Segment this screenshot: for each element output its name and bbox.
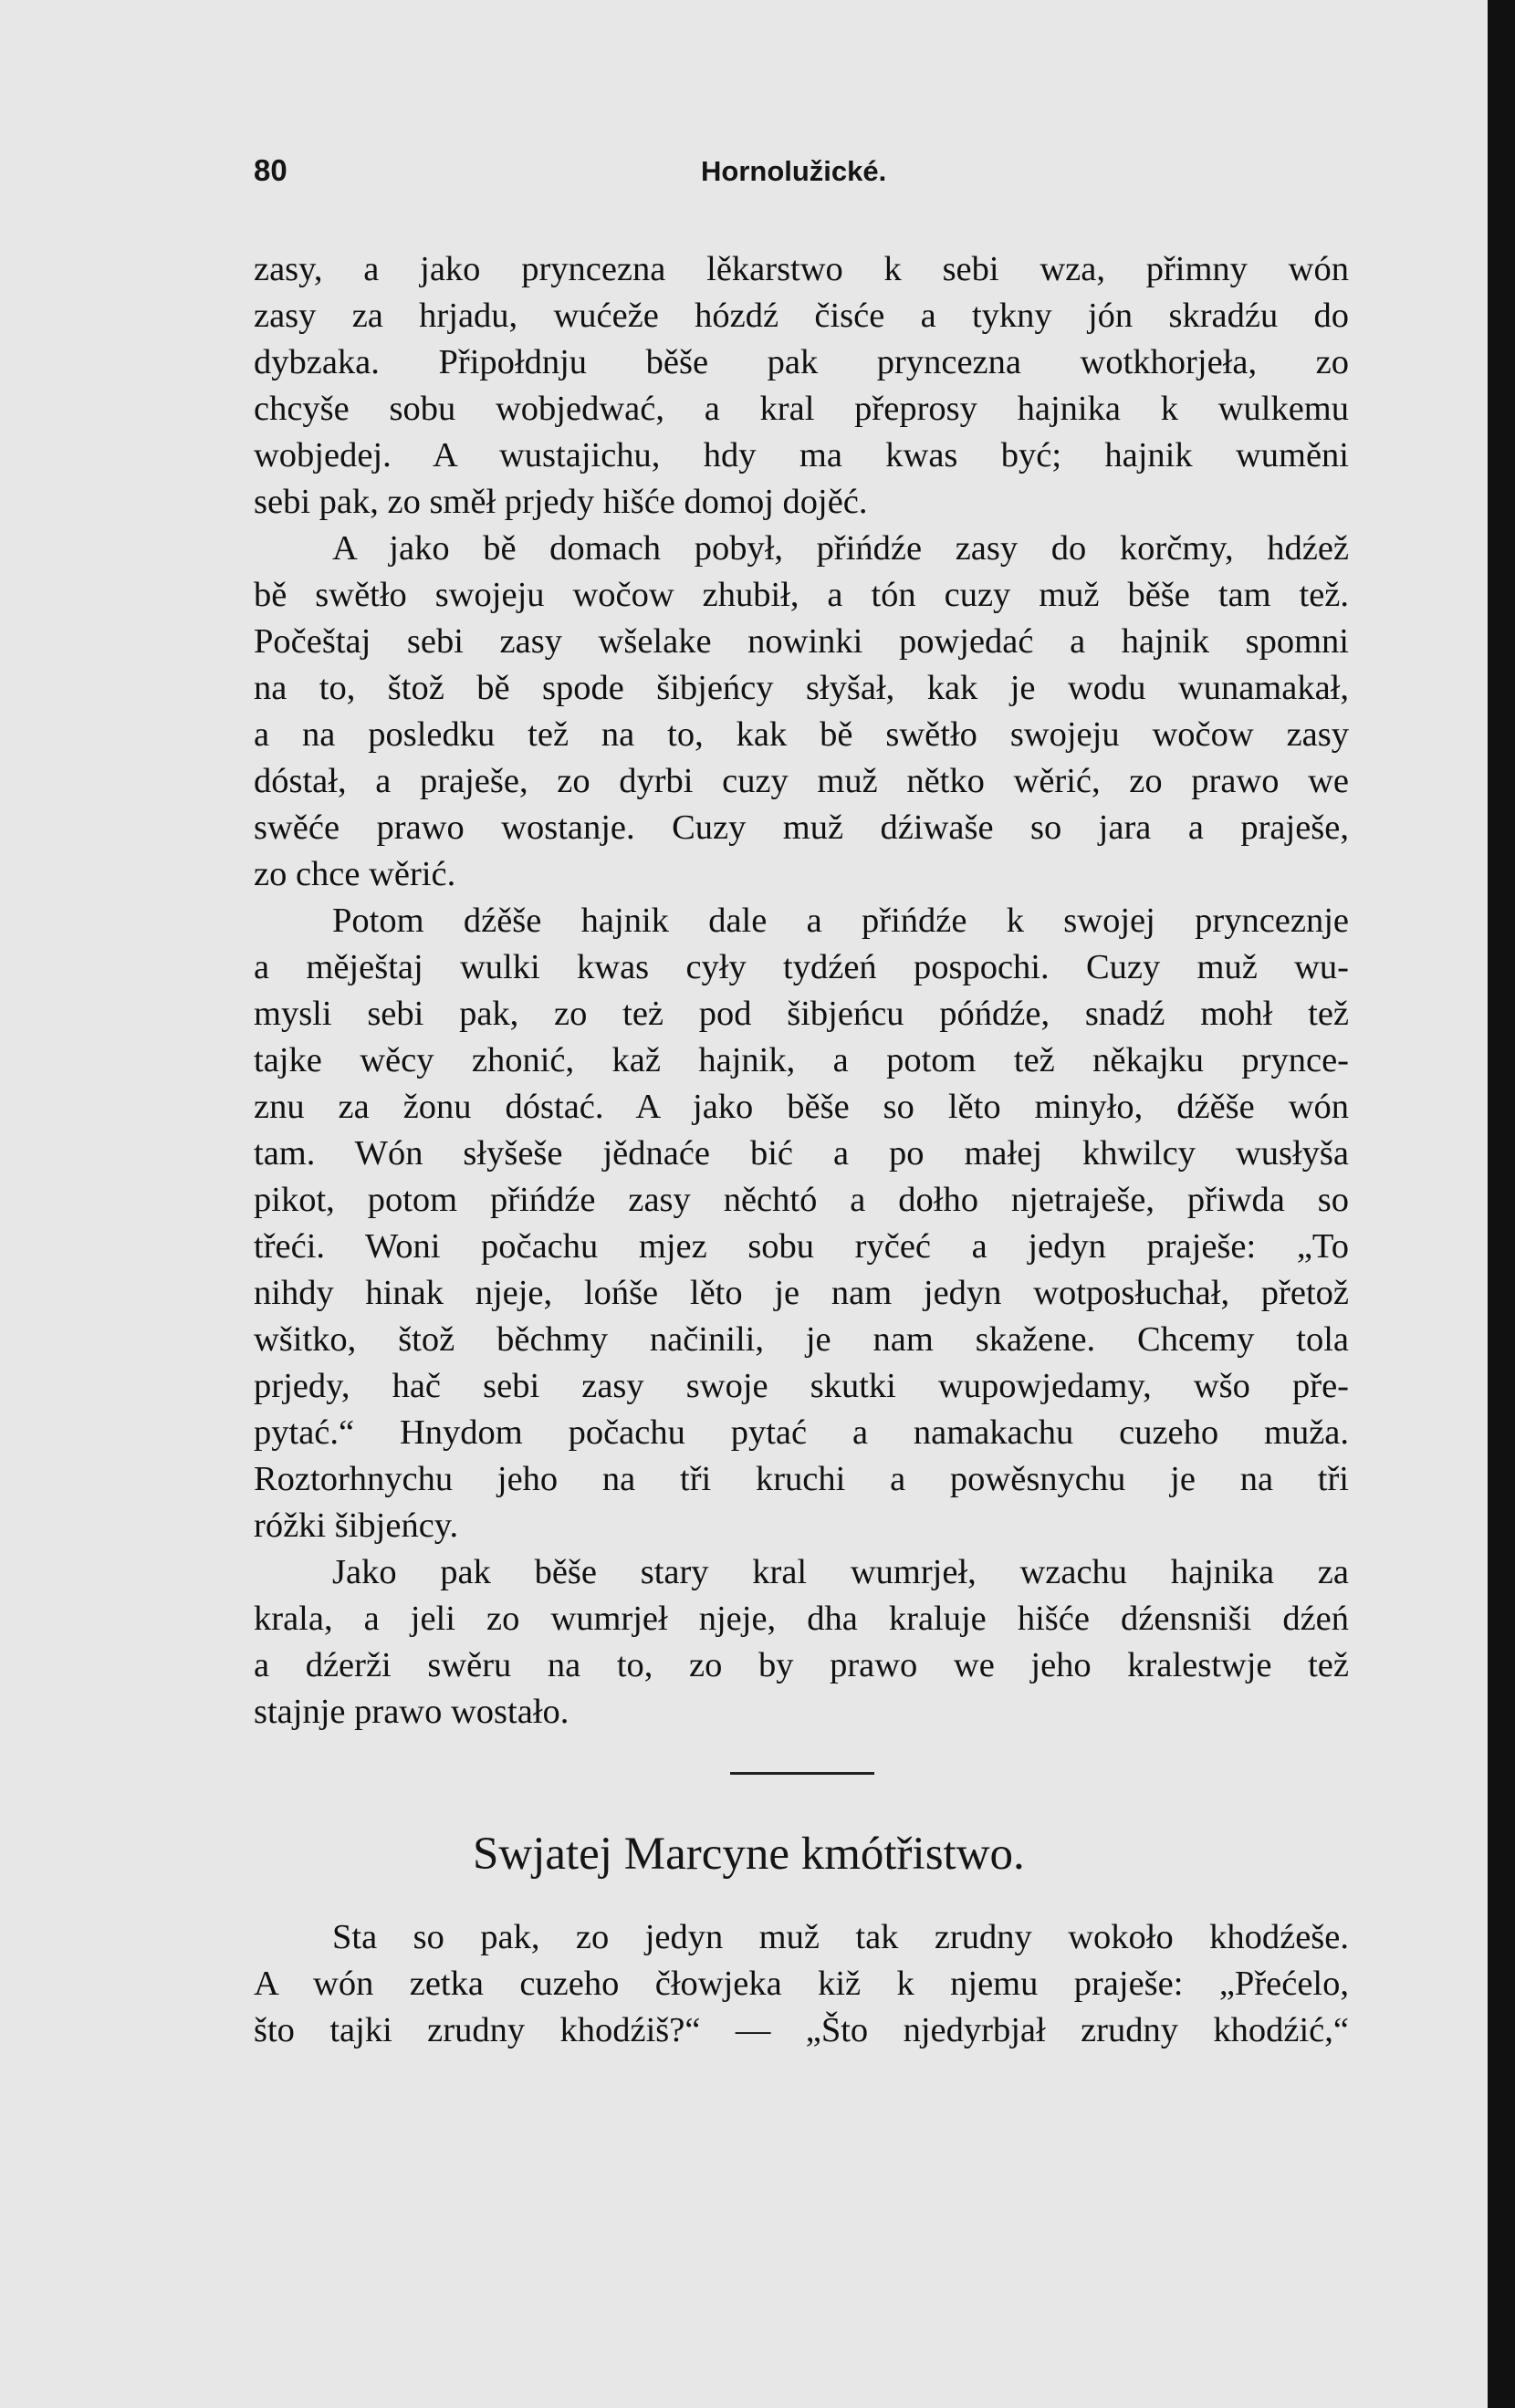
text-line: krala, a jeli zo wumrjeł njeje, dha kraluje hišće dźensniši dźeń	[254, 1600, 1349, 1638]
text-line: dóstał, a praješe, zo dyrbi cuzy muž nětko wěrić, zo prawo we	[254, 762, 1349, 800]
text-line: chcyše sobu wobjedwać, a kral přeprosy hajnika k wulkemu	[254, 390, 1349, 428]
page-edge-shadow	[1488, 0, 1515, 2408]
text-line: prjedy, hač sebi zasy swoje skutki wupowjedamy, wšo pře-	[254, 1367, 1349, 1405]
section-text	[254, 1914, 1349, 2054]
text-line: znu za žonu dóstać. A jako běše so lěto minyło, dźěše wón	[254, 1088, 1349, 1126]
text-line: A wón zetka cuzeho čłowjeka kiž k njemu praješe: „Přećelo,	[254, 1965, 1349, 2003]
text-line: Roztorhnychu jeho na tři kruchi a powěsnychu je na tři	[254, 1460, 1349, 1498]
text-line: dybzaka. Připołdnju běše pak pryncezna wotkhorjeła, zo	[254, 343, 1349, 381]
page-number: 80	[254, 153, 287, 187]
text-line: stajnje prawo wostało.	[254, 1693, 569, 1731]
text-line: Jako pak běše stary kral wumrjeł, wzachu hajnika za	[332, 1553, 1349, 1591]
text-line: A jako bě domach pobył, přińdźe zasy do korčmy, hdźež	[332, 529, 1349, 568]
section-title: Swjatej Marcyne kmótřistwo.	[473, 1829, 1025, 1880]
text-line: a na posledku tež na to, kak bě swětło swojeju wočow zasy	[254, 715, 1349, 754]
text-line: a měještaj wulki kwas cyły tydźeń pospochi. Cuzy muž wu-	[254, 948, 1349, 986]
text-line: tajke wěcy zhonić, kaž hajnik, a potom tež někajku prynce-	[254, 1041, 1349, 1079]
text-line: wšitko, štož běchmy načinili, je nam skažene. Chcemy tola	[254, 1320, 1349, 1359]
text-line: wobjedej. A wustajichu, hdy ma kwas być; hajnik wuměni	[254, 436, 1349, 474]
text-line: mysli sebi pak, zo też pod šibjeńcu póńdźe, snadź mohł tež	[254, 995, 1349, 1033]
text-line: pytać.“ Hnydom počachu pytać a namakachu cuzeho muža.	[254, 1413, 1349, 1452]
story-text	[254, 246, 1349, 1736]
text-line: zo chce wěrić.	[254, 855, 456, 893]
page-header	[254, 153, 1358, 204]
running-title: Hornolužické.	[701, 155, 887, 187]
text-line: zasy, a jako pryncezna lěkarstwo k sebi wza, přimny wón	[254, 250, 1349, 288]
section-divider	[730, 1772, 874, 1775]
text-line: róžki šibjeńcy.	[254, 1506, 459, 1545]
text-line: zasy za hrjadu, wućeže hózdź čisće a tykny jón skradźu do	[254, 297, 1349, 335]
text-line: nihdy hinak njeje, lońše lěto je nam jedyn wotposłuchał, přetož	[254, 1274, 1349, 1312]
text-line: što tajki zrudny khodźiš?“ — „Što njedyrbjał zrudny khodźić,“	[254, 2011, 1349, 2049]
text-line: bě swětło swojeju wočow zhubił, a tón cuzy muž běše tam tež.	[254, 576, 1349, 614]
text-line: tam. Wón słyšeše jědnaće bić a po małej khwilcy wusłyša	[254, 1134, 1349, 1173]
text-line: a dźerži swěru na to, zo by prawo we jeho kralestwje tež	[254, 1646, 1349, 1684]
text-line: Potom dźěše hajnik dale a přińdźe k swojej prynceznje	[332, 902, 1349, 940]
text-line: Počeštaj sebi zasy wšelake nowinki powjedać a hajnik spomni	[254, 622, 1349, 661]
text-line: pikot, potom přińdźe zasy něchtó a dołho njetraješe, přiwda so	[254, 1181, 1349, 1219]
text-line: swěće prawo wostanje. Cuzy muž dźiwaše so jara a praješe,	[254, 808, 1349, 847]
text-line: sebi pak, zo směł prjedy hišće domoj dojěć.	[254, 483, 868, 521]
text-line: Sta so pak, zo jedyn muž tak zrudny wokoło khodźeše.	[332, 1918, 1349, 1956]
text-line: na to, štož bě spode šibjeńcy słyšał, kak je wodu wunamakał,	[254, 669, 1349, 707]
text-line: třeći. Woni počachu mjez sobu ryčeć a jedyn praješe: „To	[254, 1227, 1349, 1266]
